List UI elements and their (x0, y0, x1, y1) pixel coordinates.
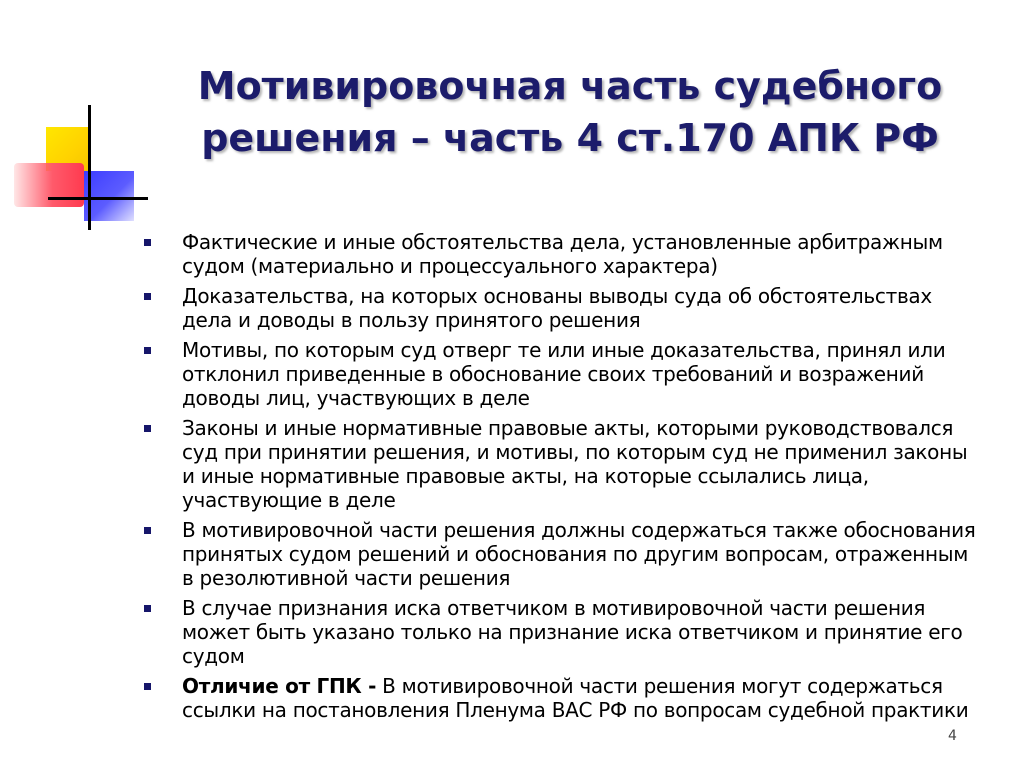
bullet-item (140, 596, 980, 668)
bullet-text: Фактические и иные обстоятельства дела, установленные арбитражным судом (материально и процессуального характера) (182, 230, 943, 278)
bullet-text: Законы и иные нормативные правовые акты, которыми руководствовался суд при принятии решения, и мотивы, по которым суд не применил законы и иные нормативные правовые акты, на которые ссылались лица, участвующие в деле (182, 416, 968, 512)
blue-square (84, 171, 134, 221)
bullet-square-icon (144, 239, 151, 246)
horizontal-line (48, 197, 148, 200)
bullet-text: Мотивы, по которым суд отверг те или иные доказательства, принял или отклонил приведенные в обоснование своих требований и возражений доводы лиц, участвующих в деле (182, 338, 946, 410)
bullet-bold-prefix: Отличие от ГПК - (182, 674, 377, 698)
bullet-text: В случае признания иска ответчиком в мотивировочной части решения может быть указано только на признание иска ответчиком и принятие его судом (182, 596, 963, 668)
bullet-item (140, 284, 980, 332)
slide-title (150, 60, 990, 164)
bullet-text: В мотивировочной части решения должны содержаться также обоснования принятых судом решений и обоснования по другим вопросам, отраженным в резолютивной части решения (182, 518, 976, 590)
decorative-logo (8, 105, 148, 235)
vertical-line (88, 105, 91, 230)
bullet-square-icon (144, 425, 151, 432)
bullet-item (140, 230, 980, 278)
bullet-square-icon (144, 527, 151, 534)
bullet-item (140, 416, 980, 512)
bullet-item (140, 518, 980, 590)
bullet-square-icon (144, 683, 151, 690)
title-line-2: решения – часть 4 ст.170 АПК РФ (201, 116, 939, 160)
bullet-square-icon (144, 293, 151, 300)
bullet-square-icon (144, 605, 151, 612)
page-number: 4 (948, 728, 957, 744)
red-square (14, 163, 84, 207)
bullet-text: Доказательства, на которых основаны выводы суда об обстоятельствах дела и доводы в пользу принятого решения (182, 284, 932, 332)
bullet-list (140, 230, 980, 728)
title-line-1: Мотивировочная часть судебного (197, 64, 943, 108)
bullet-text: В мотивировочной части решения могут содержаться ссылки на постановления Пленума ВАС РФ по вопросам судебной практики (182, 674, 969, 722)
bullet-item (140, 674, 980, 722)
bullet-square-icon (144, 347, 151, 354)
bullet-item (140, 338, 980, 410)
